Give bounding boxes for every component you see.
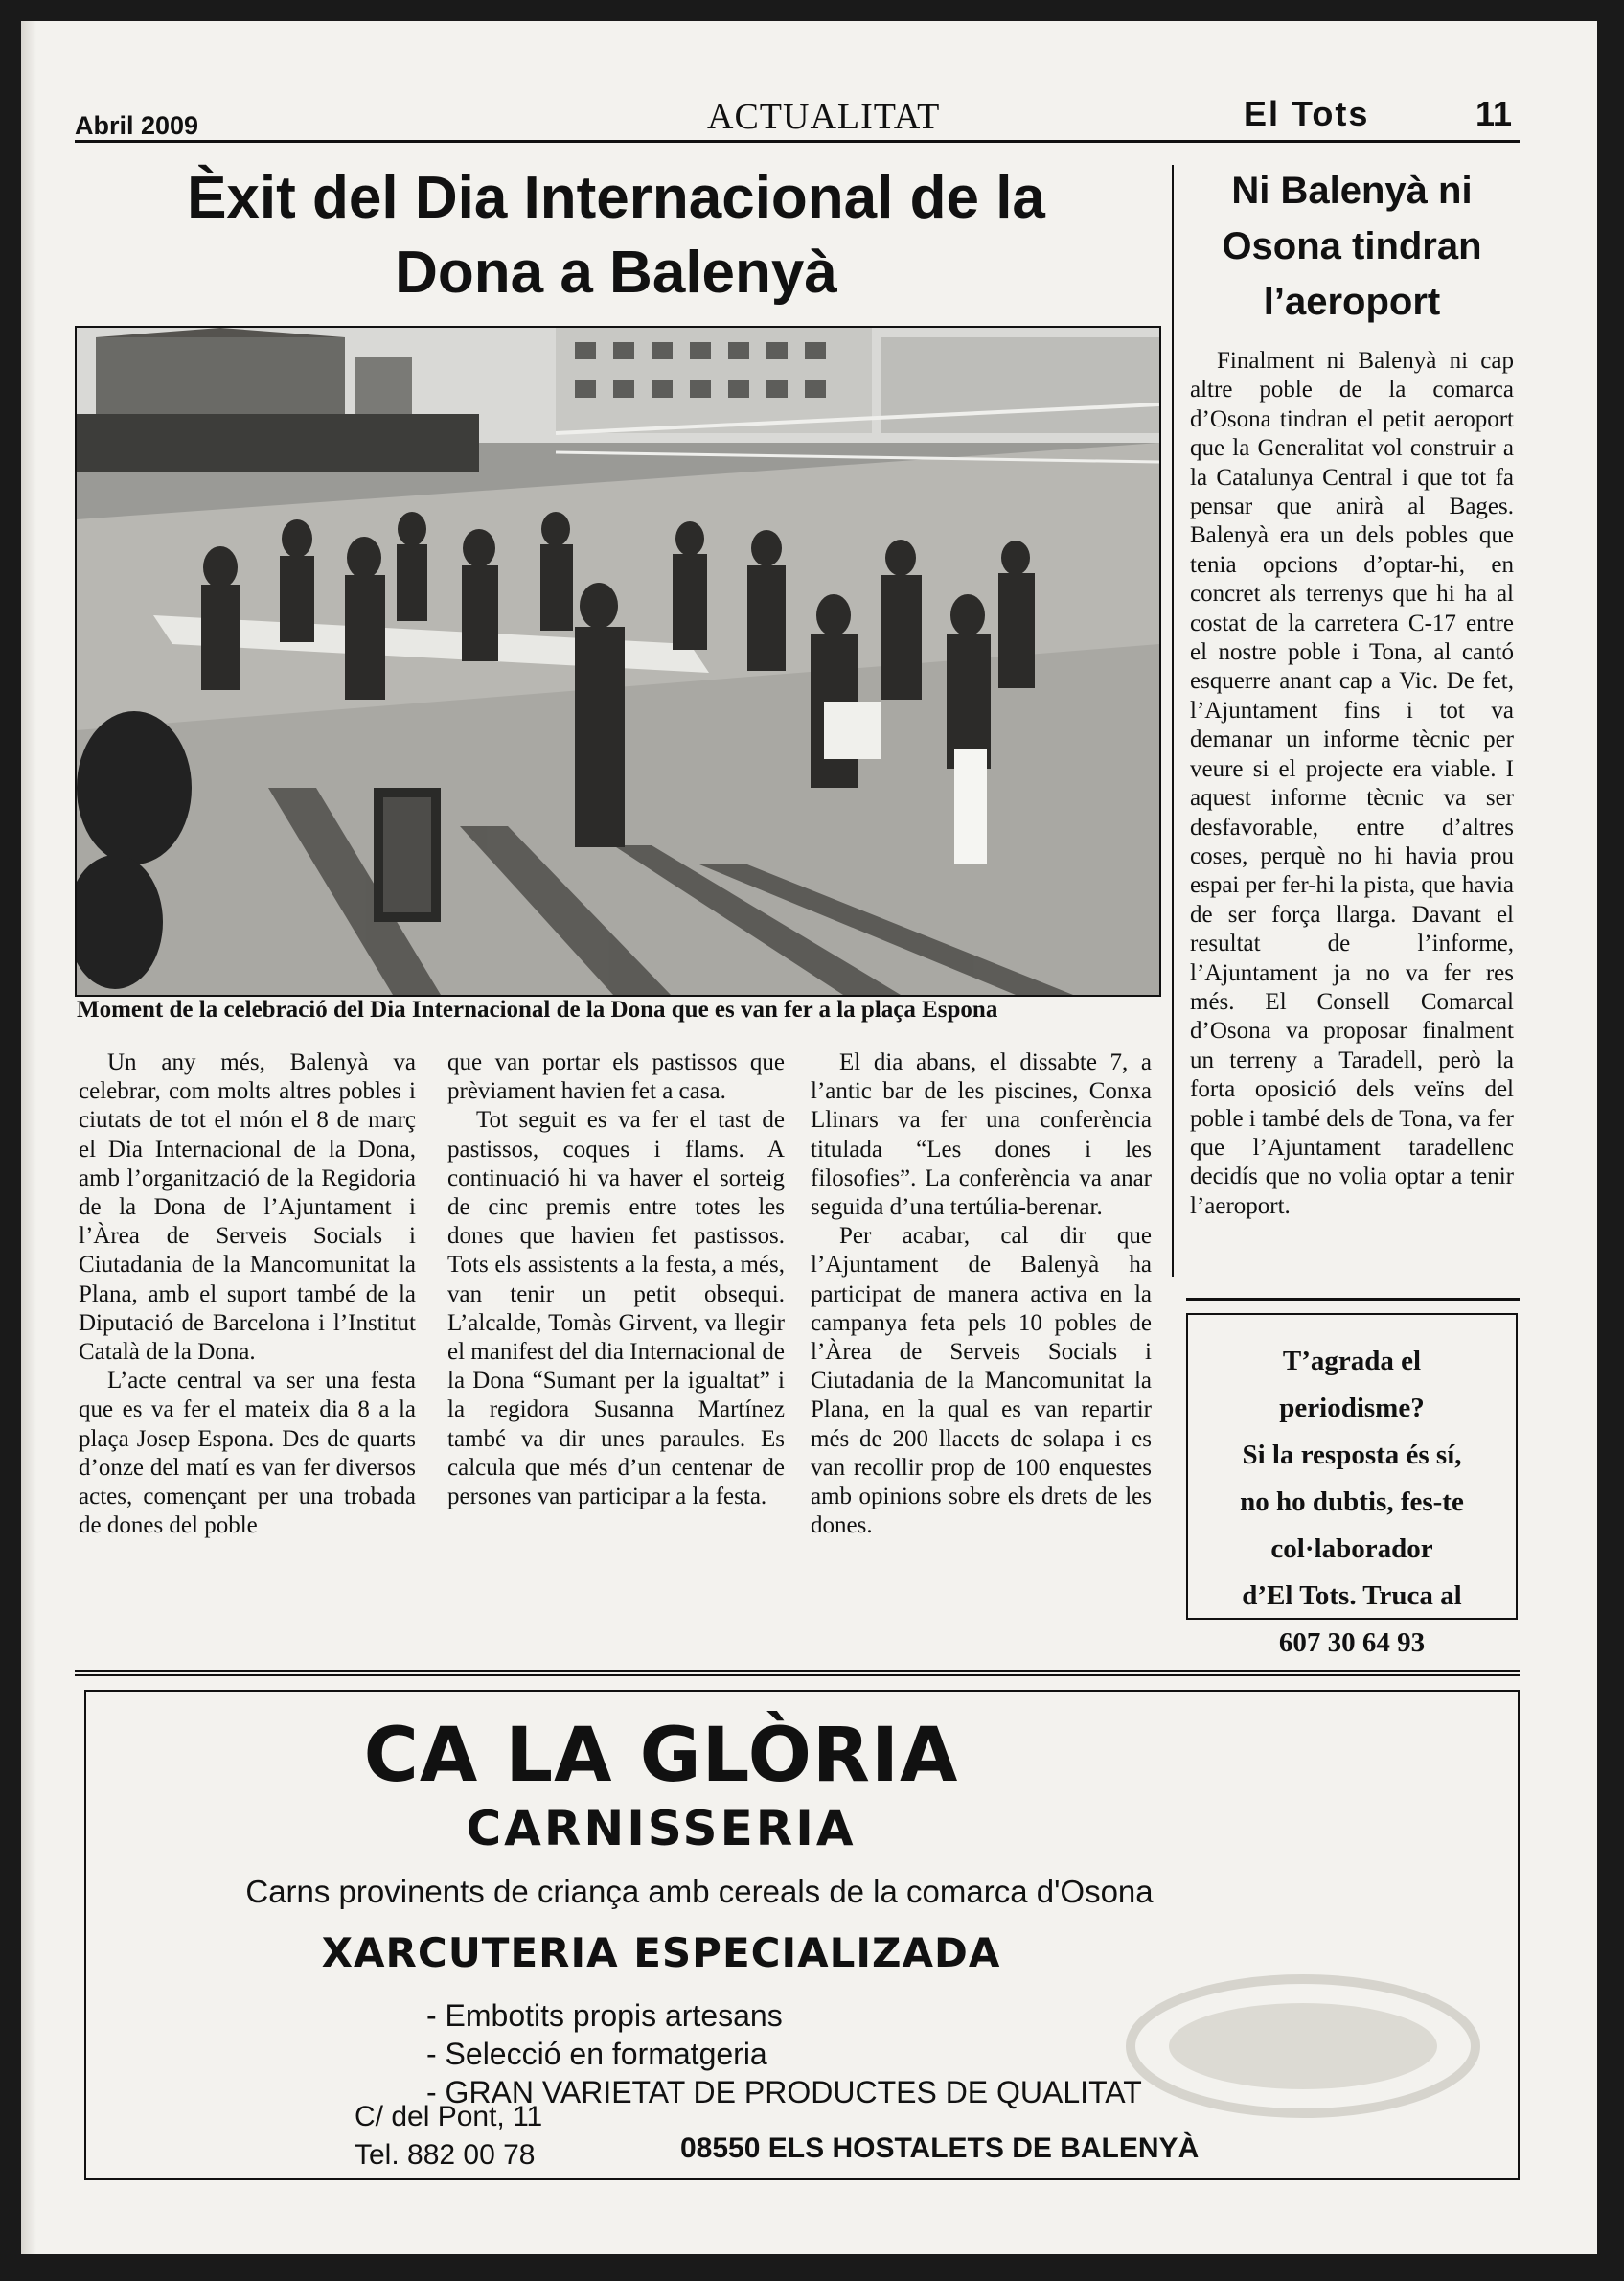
promo-line: periodisme? xyxy=(1279,1393,1425,1423)
shop-name: CA LA GLÒRIA xyxy=(363,1713,959,1799)
promo-text xyxy=(1188,1338,1516,1667)
collaborator-promo-box xyxy=(1186,1313,1518,1658)
side-title-line-1: Ni Balenyà ni xyxy=(1231,170,1473,212)
side-article-body xyxy=(1190,347,1514,1221)
postal-city: 08550 ELS HOSTALETS DE BALENYÀ xyxy=(680,2132,1200,2164)
promo-phone: 607 30 64 93 xyxy=(1278,1627,1426,1658)
publication-name: El Tots xyxy=(1244,94,1370,133)
shop-address-block xyxy=(355,2098,542,2175)
issue-date: Abril 2009 xyxy=(75,111,199,140)
main-article-title xyxy=(75,161,1157,311)
shop-type: CARNISSERIA xyxy=(466,1801,857,1856)
photo-caption: Moment de la celebració del Dia Internacional de la Dona que es van fer a la plaça Espona xyxy=(77,997,998,1023)
main-article-column-2 xyxy=(447,1048,785,1511)
header-rule xyxy=(75,140,1520,143)
main-title-line-1: Èxit del Dia Internacional de la xyxy=(187,165,1045,231)
paragraph: Tot seguit es va fer el tast de pastissos, coques i flams. A continuació hi va haver el sorteig de cinc premis entre totes les dones que havien fet pastissos. Tots els assistents a la festa, a més, van tenir un petit obsequi. L’alcalde, Tomàs Girvent, va llegir el manifest del dia Internacional de la Dona “Sumant per la igualtat” i la regidora Susanna Martínez també va dir unes paraules. Es calcula que més d’un centenar de persones van participar a la festa. xyxy=(447,1107,785,1510)
paragraph: Finalment ni Balenyà ni cap altre poble de la comarca d’Osona tindran el petit aeroport que la Generalitat vol construir a la Catalunya Central i que tot fa pensar que anirà al Bages. Balenyà era un dels pobles que tenia opcions d’optar-hi, en concret als terrenys que hi ha al costat de la carretera C-17 entre el nostre poble i Tona, al cantó esquerre anant cap a Vic. De fet, l’Ajuntament fins i tot va demanar un informe tècnic per veure si el projecte era viable. I aquest informe tècnic va ser desfavorable, entre d’altres coses, perquè no hi havia prou espai per fer-hi la pista, que havia de ser força llarga. Davant el resultat de l’informe, l’Ajuntament ja no va fer res més. El Consell Comarcal d’Osona va proposar finalment un terreny a Taradell, però la forta oposició dels veïns del poble i també dels de Tona, va fer que l’Ajuntament taradellenc decidís que no volia optar a tenir l’aeroport. xyxy=(1190,348,1514,1219)
paragraph: El dia abans, el dissabte 7, a l’antic bar de les piscines, Conxa Llinars va fer una conferència titulada “Les dones i les filosofies”. La conferència va anar seguida d’una tertúlia-berenar. xyxy=(811,1049,1152,1221)
page-header xyxy=(75,88,1520,146)
side-title-line-2: Osona tindran xyxy=(1222,225,1482,267)
butcher-advertisement xyxy=(84,1690,1520,2180)
main-article-column-3 xyxy=(811,1048,1152,1540)
promo-line: no ho dubtis, fes-te xyxy=(1240,1486,1464,1517)
side-title-line-3: l’aeroport xyxy=(1263,281,1441,323)
promo-line: T’agrada el xyxy=(1282,1346,1422,1376)
article-photo xyxy=(75,326,1161,997)
side-article-title xyxy=(1186,163,1518,330)
section-name: ACTUALITAT xyxy=(707,97,941,137)
page-binding-edge xyxy=(21,21,36,2254)
list-item: - GRAN VARIETAT DE PRODUCTES DE QUALITAT xyxy=(426,2075,1142,2109)
list-item: - Embotits propis artesans xyxy=(426,1998,783,2033)
paragraph: Un any més, Balenyà va celebrar, com molts altres pobles i ciutats de tot el món el 8 de març el Dia Internacional de la Dona, amb l’organització de la Regidoria de la Dona de l’Ajuntament i l’Àrea de Serveis Socials i Ciutadania de la Mancomunitat la Plana, amb el suport també de la Diputació de Barcelona i l’Institut Català de la Dona. xyxy=(79,1049,416,1366)
paragraph: L’acte central va ser una festa que es va fer el mateix dia 8 a la plaça Josep Espona. Des de quarts d’onze del matí es van fer diversos actes, començant per una trobada de dones del poble xyxy=(79,1368,416,1539)
phone-number: Tel. 882 00 78 xyxy=(355,2139,536,2171)
page-number: 11 xyxy=(1475,94,1513,133)
ghost-logo-icon xyxy=(1121,1970,1485,2123)
promo-line: Si la resposta és sí, xyxy=(1242,1440,1462,1470)
product-list xyxy=(426,1996,1142,2111)
main-title-line-2: Dona a Balenyà xyxy=(395,240,837,306)
promo-line: col·laborador xyxy=(1270,1533,1433,1564)
shop-description: Carns provinents de criança amb cereals de la comarca d'Osona xyxy=(245,1874,1154,1909)
street-address: C/ del Pont, 11 xyxy=(355,2101,543,2132)
shop-specialty: XARCUTERIA ESPECIALIZADA xyxy=(321,1929,1001,1976)
section-divider xyxy=(75,1670,1520,1676)
paragraph: que van portar els pastissos que prèviament havien fet a casa. xyxy=(447,1049,785,1105)
promo-rule xyxy=(1186,1298,1520,1301)
main-article-column-1 xyxy=(79,1048,416,1540)
list-item: - Selecció en formatgeria xyxy=(426,2037,767,2071)
column-divider xyxy=(1172,165,1174,1277)
promo-line: d’El Tots. Truca al xyxy=(1242,1580,1462,1611)
paragraph: Per acabar, cal dir que l’Ajuntament de Balenyà ha participat de manera activa en la campanya feta pels 10 pobles de l’Àrea de Serveis Socials i Ciutadania de la Mancomunitat la Plana, en la qual es van repartir més de 200 llacets de solapa i es van recollir prop de 100 enquestes amb opinions sobre els drets de les dones. xyxy=(811,1223,1152,1539)
